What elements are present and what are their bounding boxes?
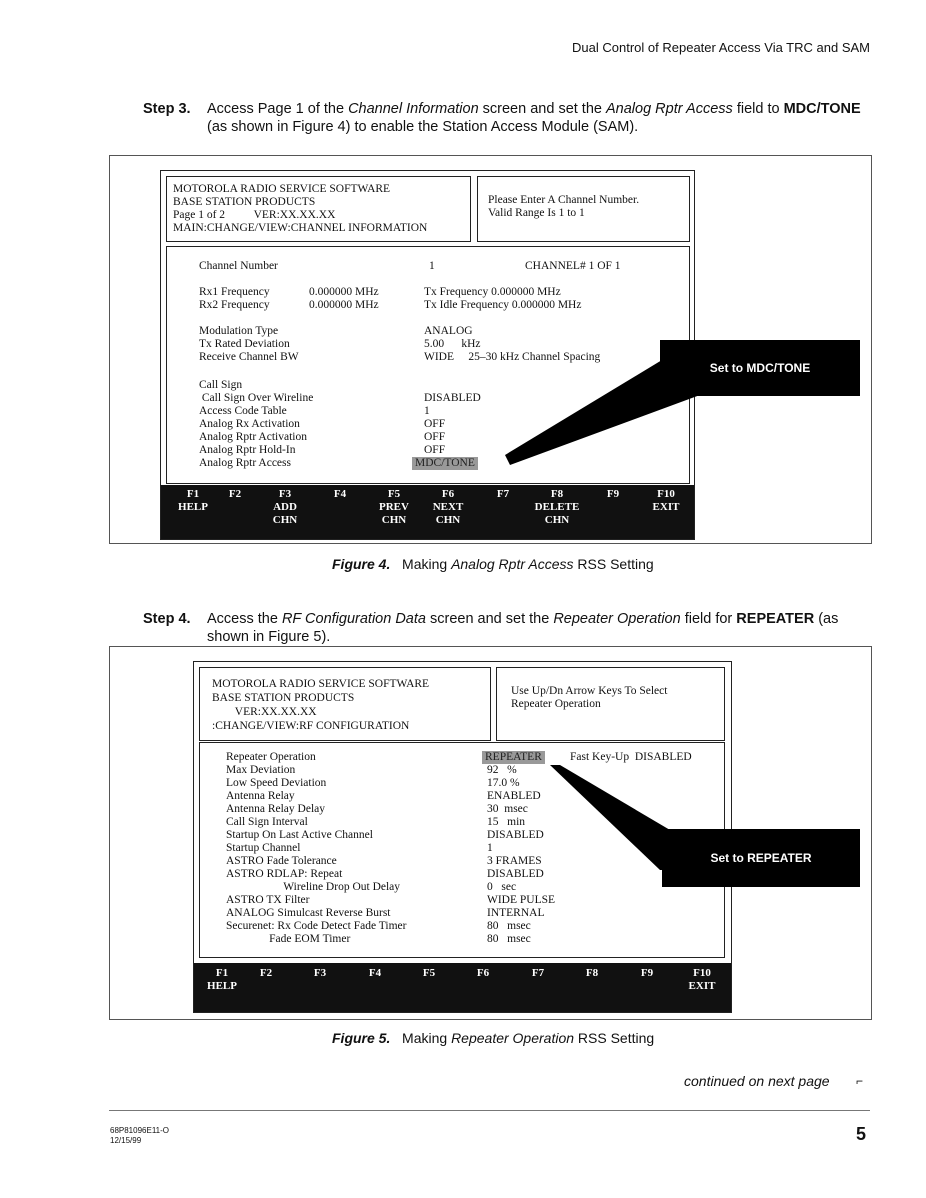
field-label: Fade EOM Timer <box>226 933 351 945</box>
doc-number: 68P81096E11-O <box>110 1126 170 1135</box>
fig4-fkey[interactable]: F7 <box>496 488 510 500</box>
field-label: ASTRO TX Filter <box>226 894 310 906</box>
fig5-fkey[interactable]: F7 <box>531 967 545 979</box>
figure-5-caption: Figure 5. Making Repeater Operation RSS Setting <box>332 1030 655 1046</box>
step-3-text: Access Page 1 of the Channel Information screen and set the Analog Rptr Access field to MDC/TONE (as shown in Figure 4) to enable the Station Access Module (SAM). <box>207 101 861 135</box>
field-label: Low Speed Deviation <box>226 777 327 789</box>
repeater-operation-value[interactable]: REPEATER <box>482 751 545 764</box>
continued-note: continued on next page <box>684 1073 830 1089</box>
field-value: 30 msec <box>487 803 528 815</box>
field-label: Modulation Type <box>199 325 279 337</box>
tx-frequency: Tx Frequency 0.000000 MHz <box>424 286 561 298</box>
field-value: 0 sec <box>487 881 517 893</box>
fig4-fkey[interactable]: F6 NEXT CHN <box>432 488 464 526</box>
field-label: Max Deviation <box>226 764 296 776</box>
fig5-hdr-line: VER:XX.XX.XX <box>212 706 317 718</box>
fig4-info-line: Valid Range Is 1 to 1 <box>488 207 585 219</box>
field-value: 1 <box>424 405 430 417</box>
footer-rule <box>109 1110 870 1111</box>
field-value: 3 FRAMES <box>487 855 542 867</box>
channel-of: CHANNEL# 1 OF 1 <box>525 260 621 272</box>
field-value: INTERNAL <box>487 907 545 919</box>
rx2-label: Rx2 Frequency <box>199 299 270 311</box>
fig5-fkey[interactable]: F5 <box>422 967 436 979</box>
field-value: 5.00 kHz <box>424 338 481 350</box>
field-value: OFF <box>424 444 446 456</box>
rx1-label: Rx1 Frequency <box>199 286 270 298</box>
fig4-info-panel <box>477 176 690 242</box>
field-label: Antenna Relay Delay <box>226 803 325 815</box>
fig4-hdr-line: BASE STATION PRODUCTS <box>173 196 316 208</box>
step-3 <box>143 100 878 135</box>
field-label: Startup Channel <box>226 842 301 854</box>
fig4-fkey[interactable]: F4 <box>333 488 347 500</box>
step-3-label: Step 3. <box>143 101 191 117</box>
fig5-header-panel <box>199 667 491 741</box>
fig5-fkey[interactable]: F8 <box>585 967 599 979</box>
fig5-fkey[interactable]: F6 <box>476 967 490 979</box>
field-value: 1 <box>487 842 493 854</box>
fig4-fkey[interactable]: F3 ADD CHN <box>272 488 298 526</box>
fig5-fkey[interactable]: F2 <box>259 967 273 979</box>
fig5-fkey[interactable]: F9 <box>640 967 654 979</box>
fig5-fkey[interactable]: F1 HELP <box>207 967 237 992</box>
field-value: DISABLED <box>487 868 544 880</box>
fig4-fkey[interactable]: F2 <box>228 488 242 500</box>
field-value: DISABLED <box>424 392 481 404</box>
fig5-hdr-line: :CHANGE/VIEW:RF CONFIGURATION <box>212 720 410 732</box>
field-label: Analog Rptr Activation <box>199 431 307 443</box>
field-value: OFF <box>424 431 446 443</box>
fig4-callout-pointer <box>400 330 700 480</box>
field-label: Analog Rx Activation <box>199 418 300 430</box>
fig4-fkey[interactable]: F1 HELP <box>178 488 208 513</box>
page-turn-icon: ⌐ <box>856 1074 864 1088</box>
fig4-function-key-bar <box>161 485 694 539</box>
fig5-info-line: Repeater Operation <box>511 698 601 710</box>
fig5-info-panel <box>496 667 725 741</box>
field-label: ASTRO RDLAP: Repeat <box>226 868 343 880</box>
fig4-fkey[interactable]: F8 DELETE CHN <box>534 488 580 526</box>
rx2-value: 0.000000 MHz <box>309 299 379 311</box>
field-label: Tx Rated Deviation <box>199 338 290 350</box>
field-value: ANALOG <box>424 325 473 337</box>
fig5-hdr-line: BASE STATION PRODUCTS <box>212 692 355 704</box>
rx1-value: 0.000000 MHz <box>309 286 379 298</box>
analog-rptr-access-value[interactable]: MDC/TONE <box>412 457 478 470</box>
field-label: Startup On Last Active Channel <box>226 829 373 841</box>
field-label: Call Sign Interval <box>226 816 308 828</box>
fig4-header-panel <box>166 176 471 242</box>
field-value: 92 % <box>487 764 517 776</box>
fig5-fkey[interactable]: F4 <box>368 967 382 979</box>
fig4-hdr-line: Page 1 of 2 VER:XX.XX.XX <box>173 209 336 221</box>
fig4-fkey[interactable]: F10 EXIT <box>652 488 680 513</box>
field-label: Wireline Drop Out Delay <box>226 881 401 893</box>
field-label: Analog Rptr Hold-In <box>199 444 296 456</box>
step-4-label: Step 4. <box>143 611 191 627</box>
field-label: Access Code Table <box>199 405 287 417</box>
fig5-hdr-line: MOTOROLA RADIO SERVICE SOFTWARE <box>212 678 430 690</box>
fig5-info-line: Use Up/Dn Arrow Keys To Select <box>511 685 668 697</box>
figure-4-caption: Figure 4. Making Analog Rptr Access RSS Setting <box>332 556 654 572</box>
step-4-text: Access the RF Configuration Data screen and set the Repeater Operation field for REPEATER (as shown in Figure 5). <box>207 611 839 645</box>
tx-idle-frequency: Tx Idle Frequency 0.000000 MHz <box>424 299 582 311</box>
field-label: Call Sign <box>199 379 243 391</box>
fig5-function-key-bar <box>194 963 731 1012</box>
fig4-fkey[interactable]: F5 PREV CHN <box>379 488 409 526</box>
field-value: 80 msec <box>487 920 531 932</box>
field-value: 15 min <box>487 816 526 828</box>
fig5-fkey[interactable]: F3 <box>313 967 327 979</box>
step-4 <box>143 610 878 645</box>
fig5-fkey[interactable]: F10 EXIT <box>688 967 716 992</box>
repeater-operation-label: Repeater Operation <box>226 751 316 763</box>
doc-date: 12/15/99 <box>110 1136 142 1145</box>
field-value: OFF <box>424 418 446 430</box>
field-value: ENABLED <box>487 790 541 802</box>
field-value: WIDE PULSE <box>487 894 556 906</box>
fig4-hdr-line: MAIN:CHANGE/VIEW:CHANNEL INFORMATION <box>173 222 428 234</box>
fig5-callout: Set to REPEATER <box>662 829 860 887</box>
field-value: DISABLED <box>487 829 544 841</box>
field-label: Analog Rptr Access <box>199 457 291 469</box>
running-header: Dual Control of Repeater Access Via TRC and SAM <box>572 40 870 55</box>
fig4-info-line: Please Enter A Channel Number. <box>488 194 640 206</box>
fig4-hdr-line: MOTOROLA RADIO SERVICE SOFTWARE <box>173 183 391 195</box>
channel-number-value: 1 <box>429 260 435 272</box>
field-value: 80 msec <box>487 933 531 945</box>
field-value: 17.0 % <box>487 777 520 789</box>
page-number: 5 <box>856 1124 867 1144</box>
fig4-callout: Set to MDC/TONE <box>660 340 860 396</box>
fig4-fkey[interactable]: F9 <box>606 488 620 500</box>
fast-key-up: Fast Key-Up DISABLED <box>570 751 692 763</box>
channel-number-label: Channel Number <box>199 260 278 272</box>
field-label: Receive Channel BW <box>199 351 299 363</box>
field-label: ANALOG Simulcast Reverse Burst <box>226 907 391 919</box>
field-value: WIDE 25–30 kHz Channel Spacing <box>424 351 601 363</box>
field-label: Antenna Relay <box>226 790 295 802</box>
field-label: Call Sign Over Wireline <box>199 392 314 404</box>
field-label: Securenet: Rx Code Detect Fade Timer <box>226 920 407 932</box>
field-label: ASTRO Fade Tolerance <box>226 855 337 867</box>
